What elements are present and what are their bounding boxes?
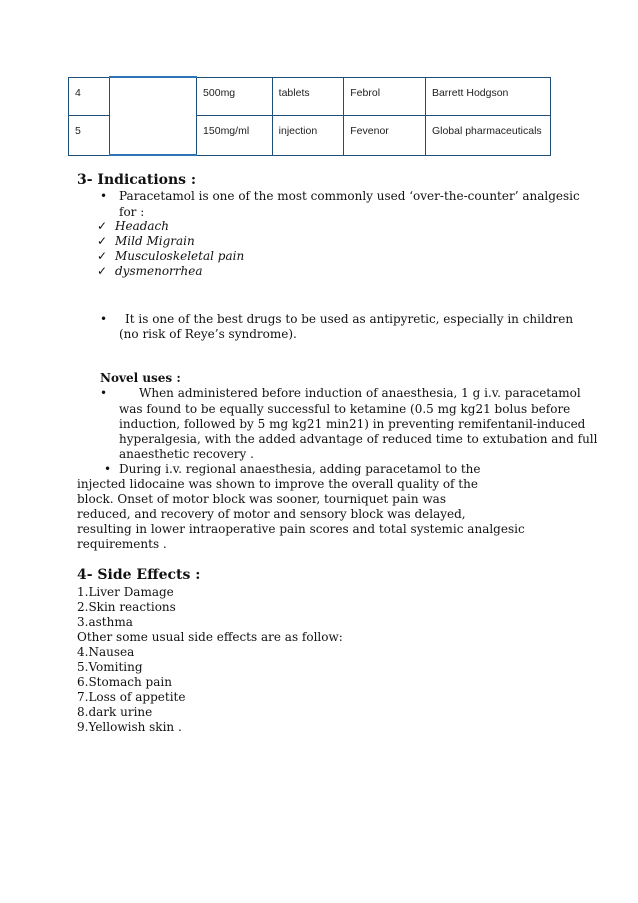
indication-item: Musculoskeletal pain [115, 249, 245, 263]
bullet-icon: • [100, 386, 108, 400]
bullet-icon: • [104, 462, 112, 476]
table-cell: 4 [69, 77, 110, 115]
novel-p2-line: injected lidocaine was shown to improve the overall quality of the [77, 477, 478, 491]
side-effect-line: 5.Vomiting [77, 660, 143, 674]
check-icon: ✓ [97, 264, 108, 278]
brands-table [68, 76, 551, 156]
side-effect-line: 2.Skin reactions [77, 600, 176, 614]
table-cell: Barrett Hodgson [425, 77, 550, 115]
novel-p2-line: requirements . [77, 537, 167, 551]
indications-heading: 3- Indications : [77, 172, 197, 188]
novel-uses-heading: Novel uses : [100, 371, 181, 385]
novel-p1-line: anaesthetic recovery . [119, 447, 254, 461]
table-cell: 150mg/ml [197, 115, 273, 155]
check-icon: ✓ [97, 234, 108, 248]
antipyretic-line1: It is one of the best drugs to be used as antipyretic, especially in children [125, 312, 574, 326]
novel-p2-line: resulting in lower intraoperative pain scores and total systemic analgesic [77, 522, 525, 536]
side-effect-line: 7.Loss of appetite [77, 690, 186, 704]
table-row [69, 77, 551, 115]
novel-p1-line: was found to be equally successful to ketamine (0.5 mg kg21 bolus before [119, 402, 571, 416]
novel-p2-line: reduced, and recovery of motor and sensory block was delayed, [77, 507, 466, 521]
novel-p2-line: block. Onset of motor block was sooner, tourniquet pain was [77, 492, 446, 506]
side-effect-line: 9.Yellowish skin . [77, 720, 182, 734]
check-icon: ✓ [97, 219, 108, 233]
side-effect-line: 1.Liver Damage [77, 585, 174, 599]
table-cell: injection [272, 115, 344, 155]
novel-p1-line: induction, followed by 5 mg kg21 min21) in preventing remifentanil-induced [119, 417, 586, 431]
indication-item: dysmenorrhea [115, 264, 203, 278]
side-effect-line: 8.dark urine [77, 705, 153, 719]
novel-p1-line: When administered before induction of anaesthesia, 1 g i.v. paracetamol [139, 386, 581, 400]
novel-p2-first: During i.v. regional anaesthesia, adding paracetamol to the [119, 462, 481, 476]
indications-intro-line2: for : [119, 205, 145, 219]
indications-intro-line1: Paracetamol is one of the most commonly used ‘over-the-counter’ analgesic [119, 189, 580, 203]
table-cell: Febrol [344, 77, 426, 115]
indication-item: Headach [115, 219, 170, 233]
table-cell: Fevenor [344, 115, 426, 155]
bullet-icon: • [100, 189, 108, 203]
side-effect-line: 4.Nausea [77, 645, 135, 659]
table-cell: Global pharmaceuticals [425, 115, 550, 155]
table-cell-empty [110, 77, 197, 155]
side-effect-line: 3.asthma [77, 615, 133, 629]
table-cell: 5 [69, 115, 110, 155]
check-icon: ✓ [97, 249, 108, 263]
bullet-icon: • [100, 312, 108, 326]
indication-item: Mild Migrain [115, 234, 195, 248]
side-effects-heading: 4- Side Effects : [77, 567, 201, 583]
table-cell: 500mg [197, 77, 273, 115]
table-cell: tablets [272, 77, 344, 115]
side-effect-line: 6.Stomach pain [77, 675, 172, 689]
antipyretic-line2: (no risk of Reye’s syndrome). [119, 327, 297, 341]
novel-p1-line: hyperalgesia, with the added advantage of reduced time to extubation and full [119, 432, 598, 446]
side-effect-line: Other some usual side effects are as follow: [77, 630, 343, 644]
